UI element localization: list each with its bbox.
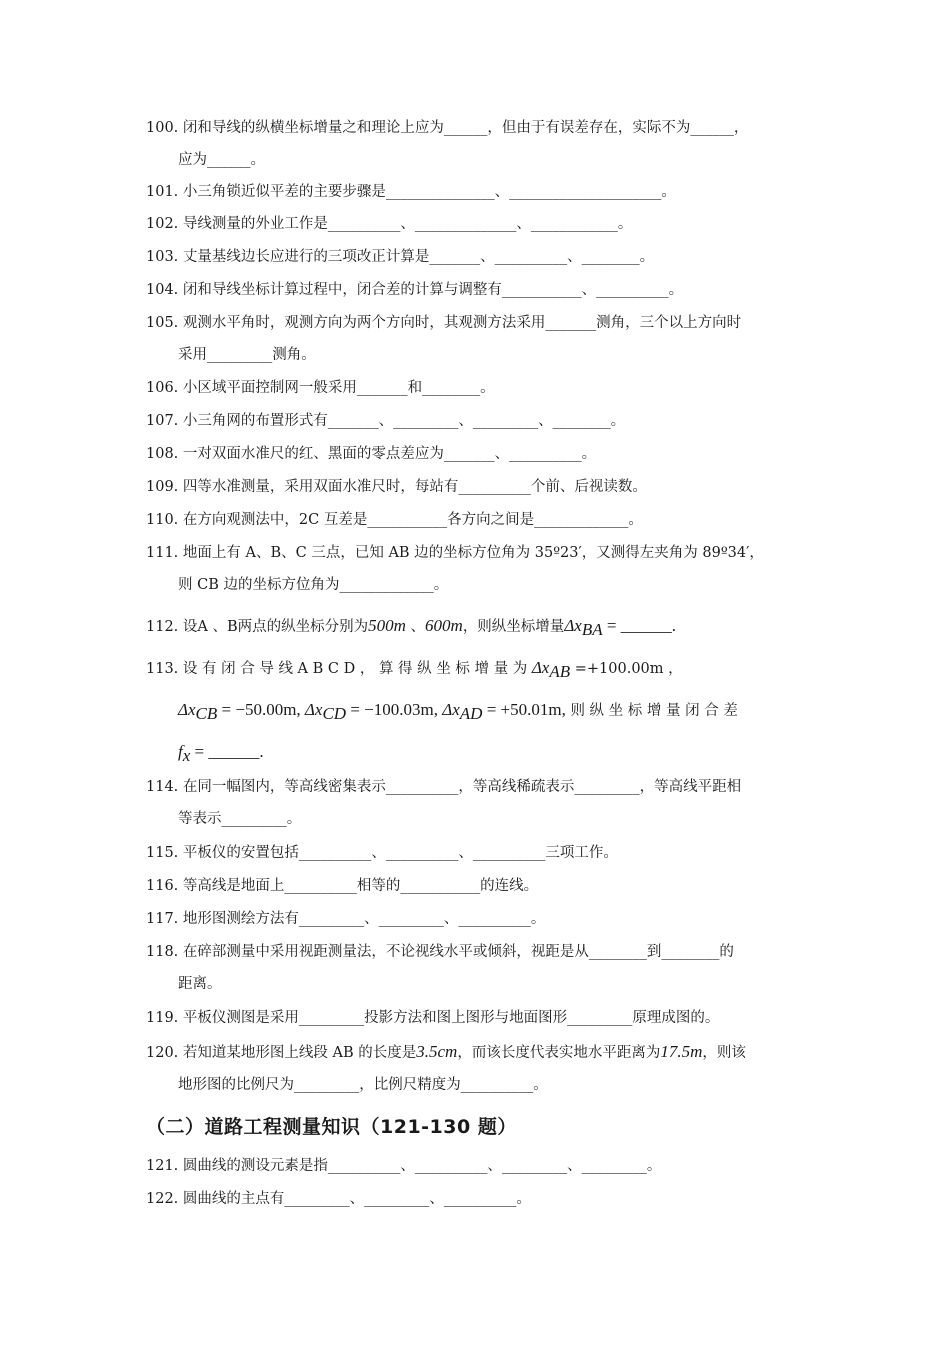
question-line: 等表示_________。 (178, 811, 302, 827)
question-118 (146, 942, 812, 994)
question-line: 106. 小区域平面控制网一般采用_______和________。 (146, 380, 495, 396)
math-value: 500m (368, 616, 406, 635)
question-text: =+100.00m ， (570, 661, 683, 677)
question-text: 、 (405, 619, 426, 635)
question-line: 距离。 (178, 976, 222, 992)
question-103 (146, 247, 812, 267)
question-text: 则 纵 坐 标 增 量 闭 合 差 (565, 702, 738, 719)
math-value: = −100.03m, (346, 699, 443, 719)
math-value: = +50.01m, (482, 699, 566, 719)
math-subscript: CB (195, 703, 218, 723)
question-line: 109. 四等水准测量，采用双面水准尺时，每站有__________个前、后视读数。 (146, 479, 647, 495)
question-line: 地形图的比例尺为_________，比例尺精度为__________。 (178, 1077, 548, 1093)
math-subscript: x (182, 745, 191, 765)
question-line: 114. 在同一幅图内，等高线密集表示__________，等高线稀疏表示_________，等高线平距相 (146, 779, 742, 795)
question-112 (146, 616, 812, 640)
question-text: 120. 若知道某地形图上线段 AB 的长度是 (146, 1045, 417, 1061)
math-value: = ______. (190, 741, 264, 761)
section-heading: （二）道路工程测量知识（121-130 题） (146, 1116, 517, 1138)
question-line: 105. 观测水平角时，观测方向为两个方向时，其观测方法采用_______测角，三个以上方向时 (146, 315, 742, 331)
question-104 (146, 280, 812, 300)
math-symbol: Δx (531, 658, 550, 677)
math-value: 3.5cm (416, 1042, 458, 1061)
question-line: 107. 小三角网的布置形式有_______、_________、_________、________。 (146, 413, 626, 429)
math-symbol: Δx (178, 699, 196, 719)
question-101 (146, 182, 812, 202)
question-line: 101. 小三角锁近似平差的主要步骤是_______________、_____________________。 (146, 184, 676, 200)
question-line: 采用_________测角。 (178, 347, 316, 363)
question-text: 112. 设A 、B两点的纵坐标分别为 (146, 619, 369, 635)
math-subscript: BA (581, 619, 603, 639)
question-line: 111. 地面上有 A、B、C 三点，已知 AB 边的坐标方位角为 35º23′，又测得左夹角为 89º34′， (146, 545, 764, 561)
question-line: 110. 在方向观测法中，2C 互差是___________各方向之间是_____________。 (146, 512, 643, 528)
question-116 (146, 876, 812, 896)
question-106 (146, 378, 812, 398)
question-text: ，则纵坐标增量 (462, 619, 565, 635)
question-108 (146, 444, 812, 464)
math-subscript: AB (549, 661, 571, 681)
question-110 (146, 510, 812, 530)
question-line (146, 1042, 812, 1063)
question-113 (146, 658, 812, 766)
question-121 (146, 1156, 812, 1176)
math-value: 600m (425, 616, 463, 635)
question-line: 115. 平板仪的安置包括__________、__________、__________三项工作。 (146, 845, 618, 861)
question-text: 113. 设 有 闭 合 导 线 A B C D ， 算 得 纵 坐 标 增 量 为 (146, 661, 532, 677)
question-text: ，则该 (702, 1045, 746, 1061)
question-line: 104. 闭和导线坐标计算过程中，闭合差的计算与调整有___________、__________。 (146, 282, 684, 298)
question-line (146, 658, 812, 682)
question-119 (146, 1008, 812, 1028)
question-102 (146, 214, 812, 234)
question-line: 119. 平板仪测图是采用_________投影方法和图上图形与地面图形_________原理成图的。 (146, 1010, 720, 1026)
math-value: 17.5m (660, 1042, 703, 1061)
question-117 (146, 909, 812, 929)
question-line (146, 700, 812, 724)
question-line: 122. 圆曲线的主点有_________、_________、__________。 (146, 1191, 531, 1207)
question-105 (146, 313, 812, 365)
question-line: 103. 丈量基线边长应进行的三项改正计算是_______、__________、________。 (146, 249, 655, 265)
question-111 (146, 543, 812, 595)
question-114 (146, 777, 812, 829)
question-line (146, 742, 812, 766)
question-107 (146, 411, 812, 431)
question-100 (146, 118, 812, 170)
math-value: = −50.00m, (217, 699, 305, 719)
question-text: ，而该长度代表实地水平距离为 (457, 1045, 661, 1061)
math-subscript: AD (459, 703, 483, 723)
math-subscript: CD (322, 703, 347, 723)
math-equation: = ______. (602, 616, 676, 635)
question-122 (146, 1189, 812, 1209)
question-line: 102. 导线测量的外业工作是__________、______________、____________。 (146, 216, 633, 232)
math-symbol: Δx (442, 699, 460, 719)
question-115 (146, 843, 812, 863)
math-symbol: Δx (564, 616, 582, 635)
question-line: 116. 等高线是地面上__________相等的___________的连线。 (146, 878, 539, 894)
math-symbol: Δx (304, 699, 323, 719)
question-line: 121. 圆曲线的测设元素是指__________、__________、_________、_________。 (146, 1158, 662, 1174)
question-line: 118. 在碎部测量中采用视距测量法，不论视线水平或倾斜，视距是从________到________的 (146, 944, 734, 960)
question-line: 应为______。 (178, 152, 265, 168)
question-line: 108. 一对双面水准尺的红、黑面的零点差应为_______、__________。 (146, 446, 597, 462)
question-line: 100. 闭和导线的纵横坐标增量之和理论上应为______，但由于有误差存在，实际不为______， (146, 120, 749, 136)
question-line: 则 CB 边的坐标方位角为_____________。 (178, 577, 449, 593)
math-symbol: f (178, 741, 183, 761)
question-109 (146, 477, 812, 497)
question-120 (146, 1042, 812, 1095)
question-line: 117. 地形图测绘方法有_________、_________、__________。 (146, 911, 546, 927)
